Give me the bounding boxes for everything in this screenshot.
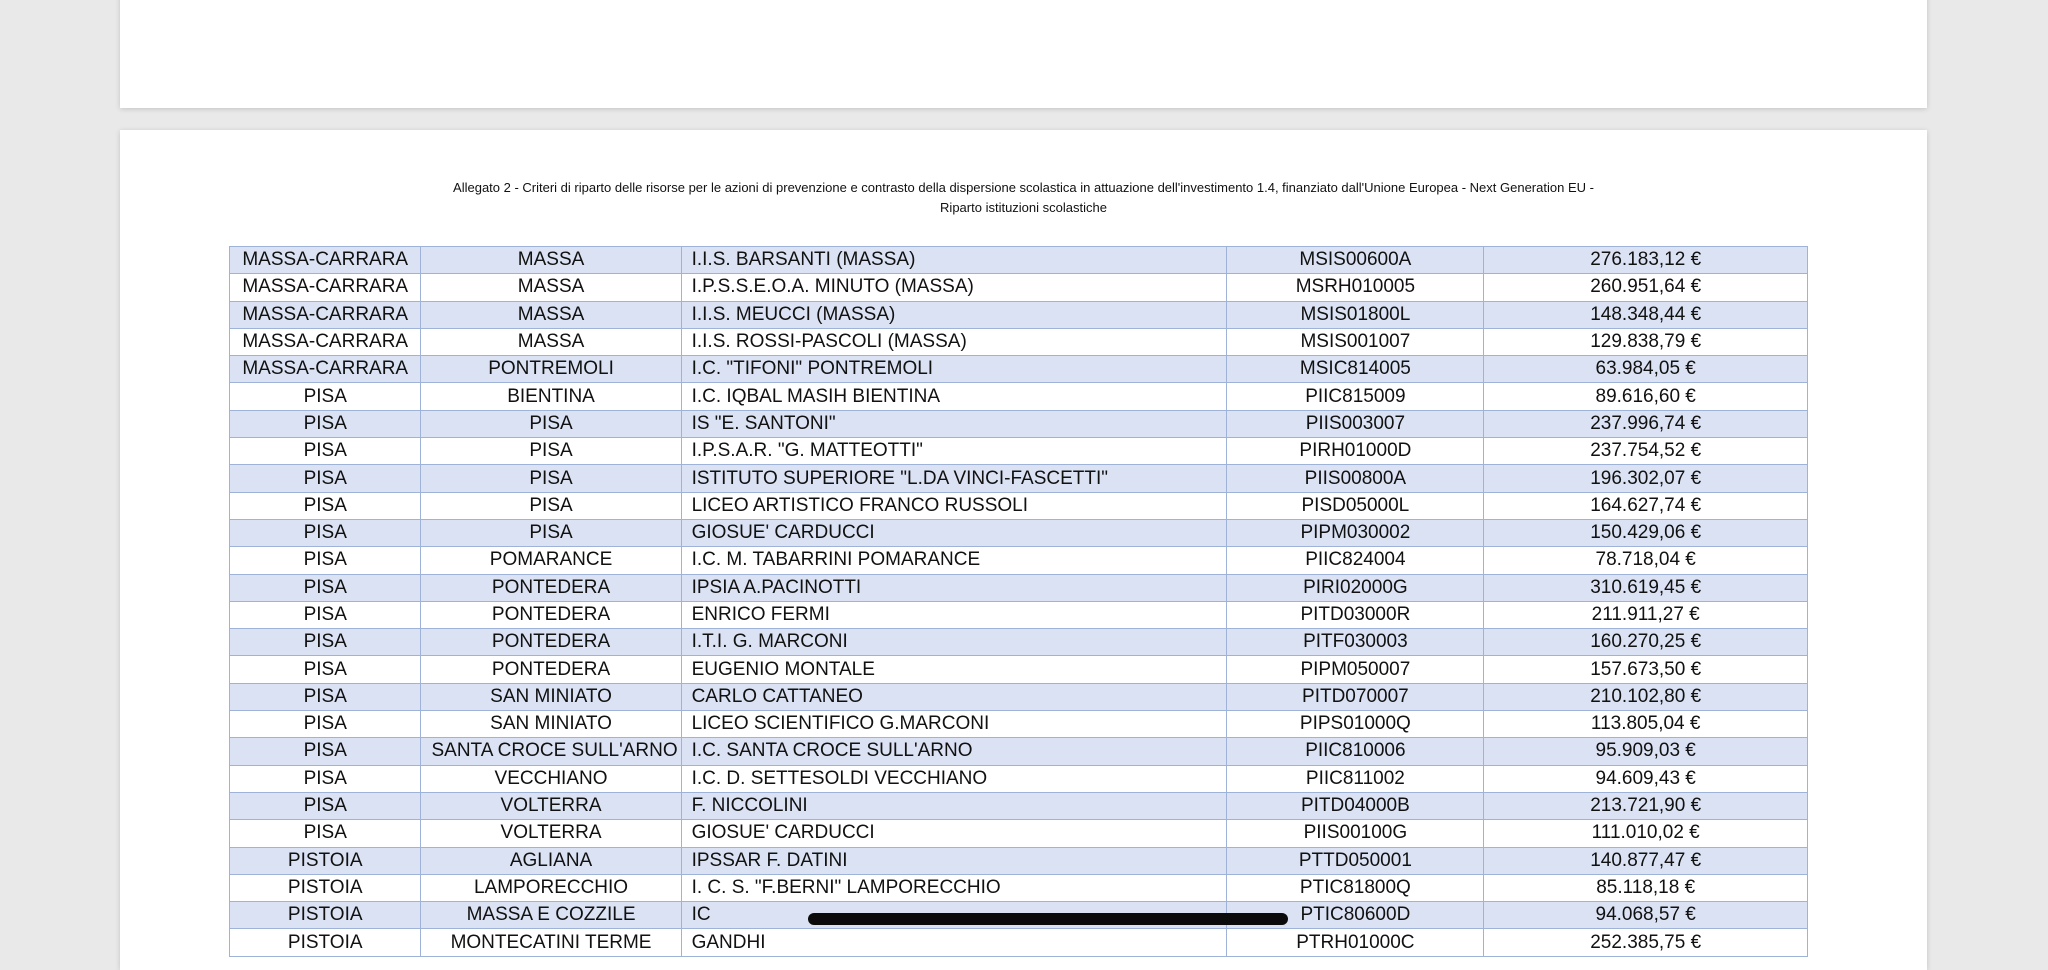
school-name-cell: IPSIA A.PACINOTTI — [681, 574, 1227, 601]
amount-cell: 196.302,07 € — [1484, 465, 1808, 492]
school-code-cell: PIIS00100G — [1227, 820, 1484, 847]
school-code-cell: MSIC814005 — [1227, 356, 1484, 383]
city-cell: PONTEDERA — [421, 656, 681, 683]
school-name-cell: ENRICO FERMI — [681, 601, 1227, 628]
amount-cell: 140.877,47 € — [1484, 847, 1808, 874]
amount-cell: 237.996,74 € — [1484, 410, 1808, 437]
school-code-cell: PITD03000R — [1227, 601, 1484, 628]
province-cell: MASSA-CARRARA — [230, 247, 421, 274]
school-code-cell: PIIC824004 — [1227, 547, 1484, 574]
table-row — [230, 765, 1808, 792]
city-cell: MONTECATINI TERME — [421, 929, 681, 956]
table-row — [230, 301, 1808, 328]
amount-cell: 148.348,44 € — [1484, 301, 1808, 328]
school-code-cell: PIIC810006 — [1227, 738, 1484, 765]
school-code-cell: PTTD050001 — [1227, 847, 1484, 874]
amount-cell: 260.951,64 € — [1484, 274, 1808, 301]
table-row — [230, 711, 1808, 738]
amount-cell: 95.909,03 € — [1484, 738, 1808, 765]
school-name-cell: LICEO ARTISTICO FRANCO RUSSOLI — [681, 492, 1227, 519]
school-name-cell: I.I.S. MEUCCI (MASSA) — [681, 301, 1227, 328]
province-cell: PISA — [230, 547, 421, 574]
school-name-cell: I.C. M. TABARRINI POMARANCE — [681, 547, 1227, 574]
province-cell: PISA — [230, 601, 421, 628]
school-code-cell: MSRH010005 — [1227, 274, 1484, 301]
school-name-cell: I.C. IQBAL MASIH BIENTINA — [681, 383, 1227, 410]
province-cell: PISA — [230, 410, 421, 437]
school-name-cell: IPSSAR F. DATINI — [681, 847, 1227, 874]
table-row — [230, 519, 1808, 546]
amount-cell: 157.673,50 € — [1484, 656, 1808, 683]
province-cell: MASSA-CARRARA — [230, 356, 421, 383]
table-row — [230, 410, 1808, 437]
school-code-cell: PIRH01000D — [1227, 438, 1484, 465]
amount-cell: 237.754,52 € — [1484, 438, 1808, 465]
school-name-cell: I.T.I. G. MARCONI — [681, 629, 1227, 656]
amount-cell: 111.010,02 € — [1484, 820, 1808, 847]
city-cell: PONTREMOLI — [421, 356, 681, 383]
allocation-table — [229, 246, 1808, 957]
amount-cell: 113.805,04 € — [1484, 711, 1808, 738]
amount-cell: 310.619,45 € — [1484, 574, 1808, 601]
amount-cell: 89.616,60 € — [1484, 383, 1808, 410]
document-title-line-1: Allegato 2 - Criteri di riparto delle risorse per le azioni di prevenzione e contrasto della dispersione scolastica in attuazione dell'investimento 1.4, finanziato dall'Unione Europea - Next Generation EU - — [453, 180, 1594, 195]
allocation-table-body — [230, 247, 1808, 957]
school-name-cell: I.P.S.A.R. "G. MATTEOTTI" — [681, 438, 1227, 465]
city-cell: PONTEDERA — [421, 574, 681, 601]
amount-cell: 276.183,12 € — [1484, 247, 1808, 274]
table-row — [230, 274, 1808, 301]
province-cell: MASSA-CARRARA — [230, 301, 421, 328]
province-cell: PISA — [230, 465, 421, 492]
amount-cell: 210.102,80 € — [1484, 683, 1808, 710]
table-row — [230, 683, 1808, 710]
city-cell: PISA — [421, 465, 681, 492]
school-code-cell: PIPM030002 — [1227, 519, 1484, 546]
table-row — [230, 328, 1808, 355]
table-row — [230, 492, 1808, 519]
table-row — [230, 383, 1808, 410]
city-cell: PISA — [421, 519, 681, 546]
city-cell: VOLTERRA — [421, 820, 681, 847]
amount-cell: 211.911,27 € — [1484, 601, 1808, 628]
amount-cell: 85.118,18 € — [1484, 874, 1808, 901]
province-cell: PISA — [230, 738, 421, 765]
school-code-cell: PIIC815009 — [1227, 383, 1484, 410]
school-code-cell: PTRH01000C — [1227, 929, 1484, 956]
table-row — [230, 738, 1808, 765]
city-cell: SANTA CROCE SULL'ARNO — [421, 738, 681, 765]
province-cell: MASSA-CARRARA — [230, 274, 421, 301]
province-cell: MASSA-CARRARA — [230, 328, 421, 355]
amount-cell: 78.718,04 € — [1484, 547, 1808, 574]
province-cell: PISA — [230, 383, 421, 410]
school-code-cell: PIRI02000G — [1227, 574, 1484, 601]
school-code-cell: MSIS001007 — [1227, 328, 1484, 355]
amount-cell: 94.609,43 € — [1484, 765, 1808, 792]
table-row — [230, 929, 1808, 956]
province-cell: PISA — [230, 438, 421, 465]
city-cell: AGLIANA — [421, 847, 681, 874]
province-cell: PISA — [230, 656, 421, 683]
school-name-cell: I.P.S.S.E.O.A. MINUTO (MASSA) — [681, 274, 1227, 301]
school-name-cell: ISTITUTO SUPERIORE "L.DA VINCI-FASCETTI" — [681, 465, 1227, 492]
province-cell: PISA — [230, 792, 421, 819]
table-row — [230, 656, 1808, 683]
city-cell: PISA — [421, 410, 681, 437]
table-row — [230, 847, 1808, 874]
table-row — [230, 547, 1808, 574]
document-title-line-2: Riparto istituzioni scolastiche — [940, 200, 1107, 215]
table-row — [230, 792, 1808, 819]
table-row — [230, 820, 1808, 847]
province-cell: PISA — [230, 574, 421, 601]
table-row — [230, 356, 1808, 383]
school-name-cell: GIOSUE' CARDUCCI — [681, 519, 1227, 546]
school-name-cell: GIOSUE' CARDUCCI — [681, 820, 1227, 847]
school-name-cell: GANDHI — [681, 929, 1227, 956]
city-cell: PISA — [421, 438, 681, 465]
school-name-cell: LICEO SCIENTIFICO G.MARCONI — [681, 711, 1227, 738]
table-row — [230, 601, 1808, 628]
amount-cell: 150.429,06 € — [1484, 519, 1808, 546]
school-code-cell: PIIC811002 — [1227, 765, 1484, 792]
city-cell: MASSA — [421, 274, 681, 301]
province-cell: PISA — [230, 711, 421, 738]
school-name-cell: I. C. S. "F.BERNI" LAMPORECCHIO — [681, 874, 1227, 901]
province-cell: PISTOIA — [230, 929, 421, 956]
table-row — [230, 574, 1808, 601]
school-code-cell: PISD05000L — [1227, 492, 1484, 519]
school-name-cell: I.C. D. SETTESOLDI VECCHIANO — [681, 765, 1227, 792]
school-code-cell: PTIC81800Q — [1227, 874, 1484, 901]
city-cell: VECCHIANO — [421, 765, 681, 792]
city-cell: SAN MINIATO — [421, 683, 681, 710]
city-cell: BIENTINA — [421, 383, 681, 410]
school-code-cell: PIIS003007 — [1227, 410, 1484, 437]
school-code-cell: MSIS01800L — [1227, 301, 1484, 328]
city-cell: MASSA E COZZILE — [421, 902, 681, 929]
document-title — [120, 178, 1927, 218]
amount-cell: 213.721,90 € — [1484, 792, 1808, 819]
amount-cell: 160.270,25 € — [1484, 629, 1808, 656]
province-cell: PISTOIA — [230, 902, 421, 929]
school-name-cell: I.C. SANTA CROCE SULL'ARNO — [681, 738, 1227, 765]
school-name-cell: IC — [681, 902, 1227, 929]
province-cell: PISA — [230, 683, 421, 710]
school-code-cell: PTIC80600D — [1227, 902, 1484, 929]
school-name-cell: CARLO CATTANEO — [681, 683, 1227, 710]
table-row — [230, 247, 1808, 274]
redaction-bar — [808, 913, 1288, 925]
province-cell: PISTOIA — [230, 874, 421, 901]
city-cell: PISA — [421, 492, 681, 519]
school-name-cell: I.I.S. ROSSI-PASCOLI (MASSA) — [681, 328, 1227, 355]
city-cell: SAN MINIATO — [421, 711, 681, 738]
school-name-cell: IS "E. SANTONI" — [681, 410, 1227, 437]
table-row — [230, 874, 1808, 901]
school-code-cell: PIIS00800A — [1227, 465, 1484, 492]
amount-cell: 63.984,05 € — [1484, 356, 1808, 383]
school-code-cell: PIPS01000Q — [1227, 711, 1484, 738]
school-name-cell: I.I.S. BARSANTI (MASSA) — [681, 247, 1227, 274]
table-row — [230, 629, 1808, 656]
school-name-cell: I.C. "TIFONI" PONTREMOLI — [681, 356, 1227, 383]
table-row — [230, 438, 1808, 465]
city-cell: LAMPORECCHIO — [421, 874, 681, 901]
school-code-cell: PITF030003 — [1227, 629, 1484, 656]
province-cell: PISTOIA — [230, 847, 421, 874]
amount-cell: 164.627,74 € — [1484, 492, 1808, 519]
city-cell: MASSA — [421, 247, 681, 274]
province-cell: PISA — [230, 629, 421, 656]
school-code-cell: PIPM050007 — [1227, 656, 1484, 683]
province-cell: PISA — [230, 519, 421, 546]
amount-cell: 252.385,75 € — [1484, 929, 1808, 956]
school-name-cell: F. NICCOLINI — [681, 792, 1227, 819]
province-cell: PISA — [230, 820, 421, 847]
city-cell: PONTEDERA — [421, 601, 681, 628]
school-code-cell: MSIS00600A — [1227, 247, 1484, 274]
amount-cell: 129.838,79 € — [1484, 328, 1808, 355]
city-cell: MASSA — [421, 301, 681, 328]
amount-cell: 94.068,57 € — [1484, 902, 1808, 929]
document-page — [120, 130, 1927, 970]
province-cell: PISA — [230, 492, 421, 519]
province-cell: PISA — [230, 765, 421, 792]
previous-page — [120, 0, 1927, 108]
school-code-cell: PITD04000B — [1227, 792, 1484, 819]
school-code-cell: PITD070007 — [1227, 683, 1484, 710]
city-cell: POMARANCE — [421, 547, 681, 574]
table-row — [230, 465, 1808, 492]
city-cell: VOLTERRA — [421, 792, 681, 819]
city-cell: PONTEDERA — [421, 629, 681, 656]
city-cell: MASSA — [421, 328, 681, 355]
school-name-cell: EUGENIO MONTALE — [681, 656, 1227, 683]
